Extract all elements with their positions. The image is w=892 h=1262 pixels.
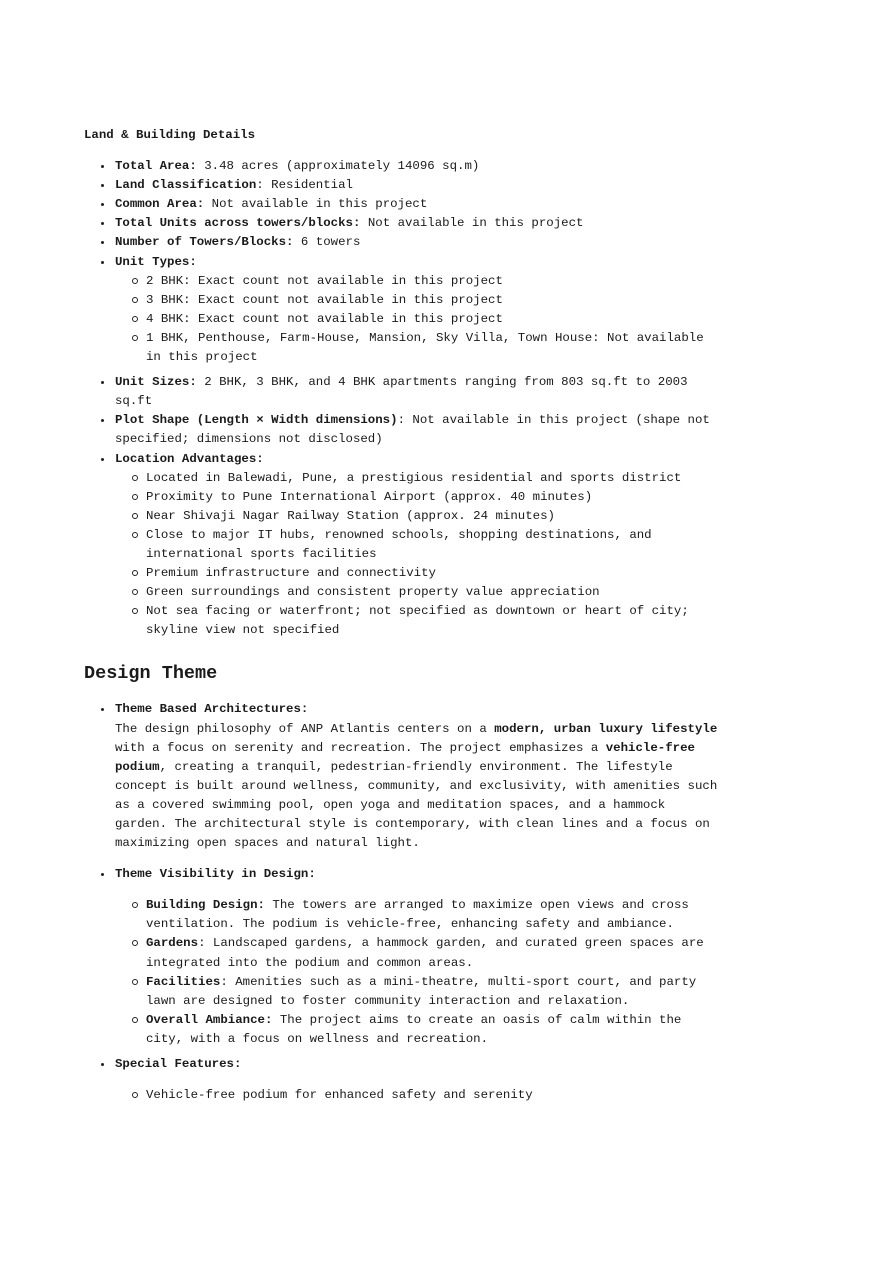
- list-item-architectures: Theme Based Architectures: The design philosophy of ANP Atlantis centers on a modern, urban luxury lifestyle with a focus on serenity and recreation. The project emphasizes a vehicle-free podium, creating a tranquil, pedestrian-friendly environment. The lifestyle concept is built around wellness, community, and exclusivity, with amenities such as a covered swimming pool, open yoga and meditation spaces, and a hammock garden. The architectural style is contemporary, with clean lines and a focus on maximizing open spaces and natural light.: [84, 700, 724, 853]
- list-item-visibility: Theme Visibility in Design: Building Design: The towers are arranged to maximize open views and cross ventilation. The podium is vehicle-free, enhancing safety and ambiance. Gardens: Landscaped gardens, a hammock garden, and curated green spaces are integrated into the podium and common areas. Facilities: Amenities such as a mini-theatre, multi-sport court, and party lawn are designed to foster community interaction and relaxation. Overall Ambiance: The project aims to create an oasis of calm within the city, with a focus on wellness and recreation.: [84, 865, 724, 1049]
- land-building-heading: Land & Building Details: [84, 128, 256, 142]
- list-item-total-units: Total Units across towers/blocks: Not available in this project: [84, 214, 724, 233]
- sublist-item: 3 BHK: Exact count not available in this project: [115, 291, 724, 310]
- sublist-item: 2 BHK: Exact count not available in this project: [115, 272, 724, 291]
- list-item-total-area: Total Area: 3.48 acres (approximately 14096 sq.m): [84, 157, 724, 176]
- sublist-item: 1 BHK, Penthouse, Farm-House, Mansion, Sky Villa, Town House: Not available in this project: [115, 329, 724, 367]
- sublist-item: Close to major IT hubs, renowned schools, shopping destinations, and international sports facilities: [115, 526, 724, 564]
- document-page: [84, 126, 724, 1111]
- sublist-item-building-design: Building Design: The towers are arranged to maximize open views and cross ventilation. The podium is vehicle-free, enhancing safety and ambiance.: [115, 896, 724, 934]
- sublist-item-gardens: Gardens: Landscaped gardens, a hammock garden, and curated green spaces are integrated into the podium and common areas.: [115, 934, 724, 972]
- list-item-location: Location Advantages: Located in Balewadi, Pune, a prestigious residential and sports district Proximity to Pune International Airport (approx. 40 minutes) Near Shivaji Nagar Railway Station (approx. 24 minutes) Close to major IT hubs, renowned schools, shopping destinations, and international sports facilities Premium infrastructure and connectivity Green surroundings and consistent property value appreciation Not sea facing or waterfront; not specified as downtown or heart of city; skyline view not specified: [84, 450, 724, 641]
- sublist-item: Not sea facing or waterfront; not specified as downtown or heart of city; skyline view not specified: [115, 602, 724, 640]
- unit-types-sublist: [115, 272, 724, 367]
- list-item-common-area: Common Area: Not available in this project: [84, 195, 724, 214]
- list-item-unit-sizes: Unit Sizes: 2 BHK, 3 BHK, and 4 BHK apartments ranging from 803 sq.ft to 2003 sq.ft: [84, 373, 724, 411]
- sublist-item: Located in Balewadi, Pune, a prestigious residential and sports district: [115, 469, 724, 488]
- sublist-item-overall-ambiance: Overall Ambiance: The project aims to create an oasis of calm within the city, with a focus on wellness and recreation.: [115, 1011, 724, 1049]
- design-list: [84, 700, 724, 1105]
- sublist-item: Near Shivaji Nagar Railway Station (approx. 24 minutes): [115, 507, 724, 526]
- location-sublist: [115, 469, 724, 641]
- sublist-item: Green surroundings and consistent property value appreciation: [115, 583, 724, 602]
- sublist-item: Premium infrastructure and connectivity: [115, 564, 724, 583]
- visibility-sublist: [115, 896, 724, 1049]
- special-features-sublist: [115, 1086, 724, 1105]
- list-item-land-classification: Land Classification: Residential: [84, 176, 724, 195]
- sublist-item: Vehicle-free podium for enhanced safety and serenity: [115, 1086, 724, 1105]
- sublist-item-facilities: Facilities: Amenities such as a mini-theatre, multi-sport court, and party lawn are designed to foster community interaction and relaxation.: [115, 973, 724, 1011]
- sublist-item: Proximity to Pune International Airport (approx. 40 minutes): [115, 488, 724, 507]
- list-item-special-features: Special Features: Vehicle-free podium for enhanced safety and serenity: [84, 1055, 724, 1105]
- list-item-towers: Number of Towers/Blocks: 6 towers: [84, 233, 724, 252]
- land-details-list: [84, 157, 724, 640]
- list-item-plot-shape: Plot Shape (Length × Width dimensions): Not available in this project (shape not specified; dimensions not disclosed): [84, 411, 724, 449]
- list-item-unit-types: Unit Types: 2 BHK: Exact count not available in this project 3 BHK: Exact count not available in this project 4 BHK: Exact count not available in this project 1 BHK, Penthouse, Farm-House, Mansion, Sky Villa, Town House: Not available in this project: [84, 253, 724, 368]
- sublist-item: 4 BHK: Exact count not available in this project: [115, 310, 724, 329]
- design-theme-heading: Design Theme: [84, 663, 218, 685]
